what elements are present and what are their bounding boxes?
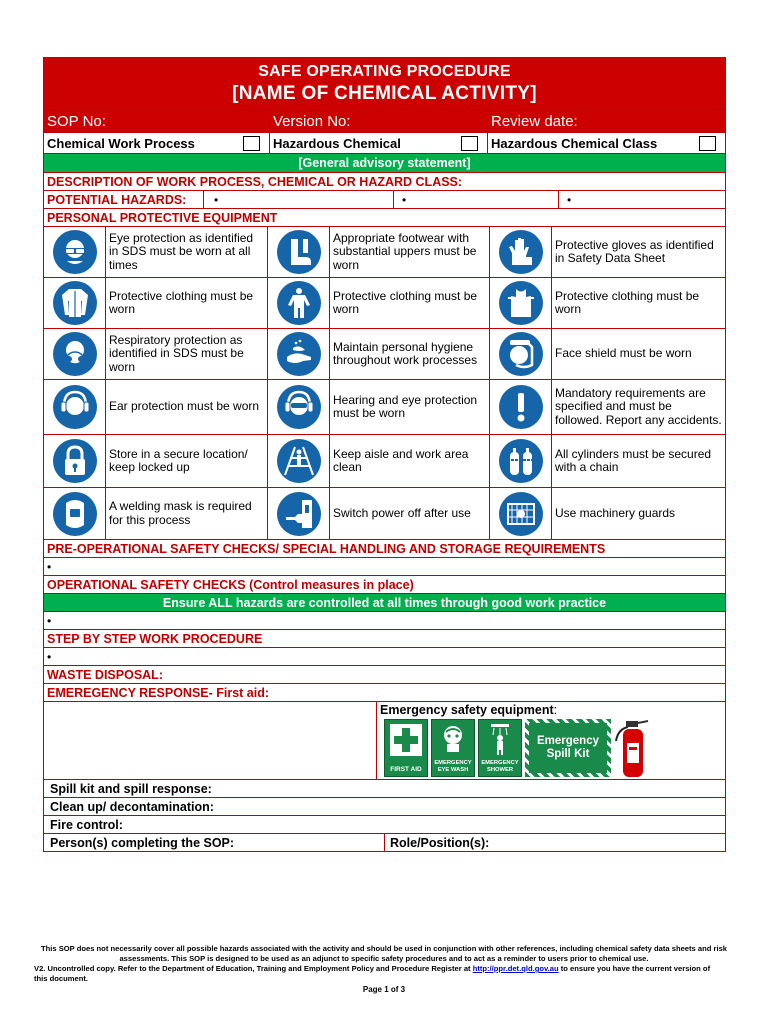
respirator-icon xyxy=(53,332,97,376)
fire-extinguisher-icon xyxy=(614,719,654,779)
role-label: Role/Position(s): xyxy=(390,835,490,850)
eye-wash-line-1: EMERGENCY xyxy=(434,760,472,766)
checkbox-hazardous-class[interactable] xyxy=(699,136,716,151)
advisory-statement: [General advisory statement] xyxy=(44,154,725,172)
pre-op-bullet-row xyxy=(44,558,725,576)
shower-line-1: EMERGENCY xyxy=(481,760,519,766)
safety-footwear-icon xyxy=(277,230,321,274)
hazards-row xyxy=(44,191,725,209)
ppe-icon-cell xyxy=(44,227,106,277)
waste-heading: WASTE DISPOSAL: xyxy=(47,667,163,682)
ppe-text: Keep aisle and work area clean xyxy=(330,435,490,487)
ppe-icon-cell xyxy=(268,435,330,487)
welding-mask-icon xyxy=(53,492,97,536)
type-label: Hazardous Chemical Class xyxy=(491,135,658,151)
bullet: • xyxy=(47,559,52,574)
ppe-text: Eye protection as identified in SDS must be worn at all times xyxy=(106,227,268,277)
ppe-icon-cell xyxy=(490,227,552,277)
disclaimer-line-1: This SOP does not necessarily cover all possible hazards associated with the activity and should be used in conjunction with other references, including chemical safety data sheets and risk xyxy=(40,944,728,953)
disclaimer-line-2: assessments. This SOP is designed to be used as an adjunct to specific safety procedures and to act as a reminder to users prior to chemical use. xyxy=(119,953,649,963)
machine-guard-icon xyxy=(499,492,543,536)
ppe-text: Mandatory requirements are specified and must be followed. Report any accidents. xyxy=(555,385,722,427)
ppe-row xyxy=(44,329,725,380)
first-aid-label: FIRST AID xyxy=(390,766,422,773)
gloves-icon xyxy=(499,230,543,274)
shower-sign xyxy=(478,719,522,777)
ppe-icon-cell xyxy=(490,278,552,328)
equipment-signs xyxy=(384,719,654,779)
ppe-row xyxy=(44,435,725,488)
bullet: • xyxy=(47,649,52,664)
spill-kit-line-2: Spill Kit xyxy=(546,748,590,760)
type-chemical-work-process xyxy=(44,133,270,153)
eye-protection-icon xyxy=(53,230,97,274)
ppe-icon-cell xyxy=(268,278,330,328)
version-note-end: this document. xyxy=(34,973,89,983)
ppe-icon-cell xyxy=(490,380,552,434)
emergency-row xyxy=(44,684,725,702)
ppe-text: Use machinery guards xyxy=(555,505,676,520)
spill-kit-label xyxy=(529,723,607,773)
advisory-row xyxy=(44,154,725,173)
eye-wash-label xyxy=(434,760,471,774)
ppe-icon-cell xyxy=(268,227,330,277)
hazard-bullet: • xyxy=(394,191,559,208)
ppe-icon-cell xyxy=(490,329,552,379)
description-row xyxy=(44,173,725,191)
ppe-icon-cell xyxy=(490,488,552,539)
eye-wash-line-2: EYE WASH xyxy=(437,767,469,773)
ppe-text: Protective clothing must be worn xyxy=(555,288,700,316)
emergency-heading: EMEREGENCY RESPONSE- First aid: xyxy=(47,685,270,700)
ppe-row xyxy=(44,227,725,278)
sop-no-label: SOP No: xyxy=(44,110,270,132)
type-hazardous-class xyxy=(488,133,725,153)
type-label: Chemical Work Process xyxy=(47,135,195,151)
ppe-text: Appropriate footwear with substantial uppers must be worn xyxy=(330,227,490,277)
waste-row xyxy=(44,666,725,684)
persons-label: Person(s) completing the SOP: xyxy=(44,834,385,851)
checkbox-hazardous-chemical[interactable] xyxy=(461,136,478,151)
shower-label xyxy=(481,760,518,774)
ppe-text: Respiratory protection as identified in SDS must be worn xyxy=(106,329,268,379)
ppe-icon-cell xyxy=(268,380,330,434)
coat-icon xyxy=(53,281,97,325)
face-shield-icon xyxy=(499,332,543,376)
fire-row xyxy=(44,816,725,834)
step-row xyxy=(44,630,725,648)
ppe-text: Ear protection must be worn xyxy=(106,380,268,434)
description-label: DESCRIPTION OF WORK PROCESS, CHEMICAL OR HAZARD CLASS: xyxy=(47,174,463,189)
equipment-cell xyxy=(377,702,725,779)
ppr-link[interactable]: http://ppr.det.qld.gov.au xyxy=(472,964,559,973)
hazard-bullet: • xyxy=(204,191,394,208)
version-no-label: Version No: xyxy=(270,110,488,132)
hazard-bullet: • xyxy=(567,192,572,207)
equipment-blank xyxy=(44,702,377,779)
document-title: SAFE OPERATING PROCEDURE xyxy=(258,62,511,80)
ppe-icon-cell xyxy=(268,329,330,379)
ppe-icon-cell xyxy=(44,380,106,434)
review-date-label: Review date: xyxy=(488,110,725,132)
overalls-icon xyxy=(277,281,321,325)
ppe-row xyxy=(44,380,725,435)
ppe-text: Hearing and eye protection must be worn xyxy=(330,380,490,434)
ppe-text: A welding mask is required for this process xyxy=(106,488,268,539)
cylinders-chain-icon xyxy=(499,439,543,483)
ppe-text: Maintain personal hygiene throughout work processes xyxy=(330,329,490,379)
spill-kit-sign xyxy=(525,719,611,777)
exclamation-icon xyxy=(499,385,543,429)
ppe-icon-cell xyxy=(44,435,106,487)
ppe-text: Switch power off after use xyxy=(330,488,490,539)
shower-icon xyxy=(485,723,515,755)
padlock-icon xyxy=(53,439,97,483)
version-note-text: V2. Uncontrolled copy. Refer to the Department of Education, Training and Employment Policy and Procedure Register at xyxy=(34,964,473,973)
ppe-heading-row xyxy=(44,209,725,227)
spill-label: Spill kit and spill response: xyxy=(50,781,212,796)
disclaimer xyxy=(0,944,768,963)
apron-icon xyxy=(499,281,543,325)
ppe-grid xyxy=(44,227,725,540)
power-switch-icon xyxy=(277,492,321,536)
first-aid-cross-icon xyxy=(390,724,422,756)
ppe-icon-cell xyxy=(44,488,106,539)
meta-row xyxy=(44,110,725,133)
op-banner: Ensure ALL hazards are controlled at all times through good work practice xyxy=(44,594,725,611)
title-block xyxy=(44,58,725,110)
pre-op-row xyxy=(44,540,725,558)
op-row xyxy=(44,576,725,594)
ppe-icon-cell xyxy=(490,435,552,487)
ppe-text: Face shield must be worn xyxy=(555,346,692,361)
ppe-text: Protective clothing must be worn xyxy=(330,278,490,328)
type-row xyxy=(44,133,725,154)
fire-label: Fire control: xyxy=(50,817,123,832)
equipment-label: Emergency safety equipment xyxy=(380,703,554,717)
eye-wash-icon xyxy=(438,723,468,753)
shower-line-2: SHOWER xyxy=(486,767,514,773)
hearing-eye-icon xyxy=(277,385,321,429)
spill-kit-line-1: Emergency xyxy=(536,735,599,747)
ppe-row xyxy=(44,488,725,540)
ppe-text: Protective clothing must be worn xyxy=(106,278,268,328)
type-hazardous-chemical xyxy=(270,133,488,153)
ppe-text: Protective gloves as identified in Safety Data Sheet xyxy=(555,237,714,265)
step-bullet-row xyxy=(44,648,725,666)
hand-wash-icon xyxy=(277,332,321,376)
cleanup-label: Clean up/ decontamination: xyxy=(50,799,214,814)
eye-wash-sign xyxy=(431,719,475,777)
ear-protection-icon xyxy=(53,385,97,429)
ppe-row xyxy=(44,278,725,329)
checkbox-work-process[interactable] xyxy=(243,136,260,151)
op-banner-row xyxy=(44,594,725,612)
sop-form xyxy=(43,57,726,852)
ppe-text: All cylinders must be secured with a chain xyxy=(555,446,712,474)
ppe-text: Store in a secure location/ keep locked up xyxy=(106,435,268,487)
op-heading: OPERATIONAL SAFETY CHECKS (Control measures in place) xyxy=(47,577,414,592)
ppe-icon-cell xyxy=(268,488,330,539)
bullet: • xyxy=(47,613,52,628)
op-bullet-row xyxy=(44,612,725,630)
equipment-colon: : xyxy=(553,703,558,717)
pre-op-heading: PRE-OPERATIONAL SAFETY CHECKS/ SPECIAL HANDLING AND STORAGE REQUIREMENTS xyxy=(47,541,606,556)
equipment-row xyxy=(44,702,725,780)
ppe-heading: PERSONAL PROTECTIVE EQUIPMENT xyxy=(47,210,278,225)
activity-name: [NAME OF CHEMICAL ACTIVITY] xyxy=(232,82,537,104)
aisle-clear-icon xyxy=(277,439,321,483)
persons-row xyxy=(44,834,725,852)
version-note xyxy=(0,964,768,983)
step-heading: STEP BY STEP WORK PROCEDURE xyxy=(47,631,263,646)
spill-row xyxy=(44,780,725,798)
ppe-icon-cell xyxy=(44,278,106,328)
cleanup-row xyxy=(44,798,725,816)
ppe-icon-cell xyxy=(44,329,106,379)
hazards-label: POTENTIAL HAZARDS: xyxy=(44,191,204,208)
version-note-tail: to ensure you have the current version of xyxy=(558,964,711,973)
type-label: Hazardous Chemical xyxy=(273,135,401,151)
page-number: Page 1 of 3 xyxy=(362,985,406,994)
equipment-label-line xyxy=(380,703,557,717)
first-aid-sign xyxy=(384,719,428,777)
